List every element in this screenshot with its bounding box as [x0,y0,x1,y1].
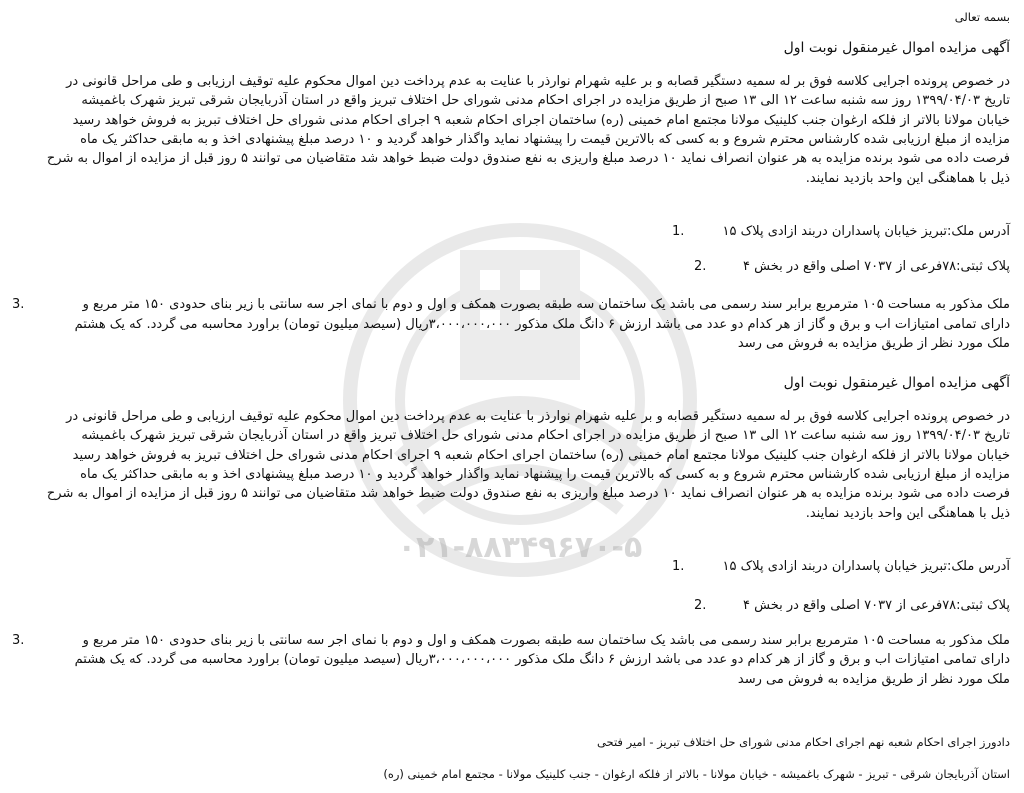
section-2-paragraph-line: مزایده از مبلغ ارزیابی شده کارشناس محترم شروع و به کسی که بالاترین قیمت را پیشنهاد نماید واگذار خواهد گردید و ۱۰ درصد مبلغ پیشنهادی اخذ و به مابقی حداکثر یک ماه [80,467,1010,482]
watermark-phone: ۰۲۱-۸۸۳۴۹۶۷۰-۵ [397,530,643,565]
section-1-item-2-number: 2. [694,259,707,274]
section-2-paragraph-line: در خصوص پرونده اجرایی کلاسه فوق بر له سمیه دستگیر قصابه و بر علیه شهرام نوارذر با عنایت به عدم پرداخت دین اموال محکوم علیه توقیف ارزیابی و طی مراحل قانونی در [66,409,1010,424]
section-2-paragraph-line: تاریخ ۱۳۹۹/۰۴/۰۳ روز سه شنبه ساعت ۱۲ الی ۱۳ صبح از طریق مزایده در اجرای احکام مدنی شورای حل اختلاف تبریز واقع در استان آذربایجان شرقی تبریز شهرک باغمیشه [81,428,1010,443]
section-1-paragraph-line: فرصت داده می شود برنده مزایده به هر عنوان انصراف نماید ۱۰ درصد مبلغ واریزی به نفع صندوق دولت ضبط خواهد شد متقاضیان می توانند ۵ روز قبل از مزایده از اموال به شرح [46,151,1010,166]
signature-line: دادورز اجرای احکام شعبه نهم اجرای احکام مدنی شورای حل اختلاف تبریز - امیر فتحی [596,735,1010,749]
section-2-item-1-number: 1. [672,559,685,574]
section-1-item-1-number: 1. [672,224,685,239]
address-line: استان آذربایجان شرقی - تبریز - شهرک باغمیشه - خیابان مولانا - بالاتر از فلکه ارغوان - جنب کلینیک مولانا - مجتمع امام خمینی (ره) [383,767,1010,781]
section-2-item-3-line: ملک مذکور به مساحت ۱۰۵ مترمربع برابر سند رسمی می باشد یک ساختمان سه طبقه بصورت همکف و اول و دوم با نمای اجر سه سانتی با زیر بنای حدودی ۱۵۰ متر مربع و [82,633,1010,648]
section-2-item-2: پلاک ثبتی:۷۸فرعی از ۷۰۳۷ اصلی واقع در بخش ۴ [743,598,1010,613]
section-2-item-2-number: 2. [694,598,707,613]
section-1-paragraph-line: تاریخ ۱۳۹۹/۰۴/۰۳ روز سه شنبه ساعت ۱۲ الی ۱۳ صبح از طریق مزایده در اجرای احکام مدنی شورای حل اختلاف تبریز واقع در استان آذربایجان شرقی تبریز شهرک باغمیشه [81,93,1010,108]
section-2-paragraph-line: خیابان مولانا بالاتر از فلکه ارغوان جنب کلینیک مولانا مجتمع امام خمینی (ره) ساختمان اجرای احکام شعبه ۹ اجرای احکام مدنی شورای حل اختلاف تبریز به فروش خواهد رسید [72,448,1010,463]
section-2-title: آگهی مزایده اموال غیرمنقول نوبت اول [783,375,1010,391]
section-2-item-1: آدرس ملک:تبریز خیابان پاسداران دربند ازادی پلاک ۱۵ [722,559,1010,574]
section-1-item-3-line: ملک مذکور به مساحت ۱۰۵ مترمربع برابر سند رسمی می باشد یک ساختمان سه طبقه بصورت همکف و اول و دوم با نمای اجر سه سانتی با زیر بنای حدودی ۱۵۰ متر مربع و [82,297,1010,312]
section-1-item-3-line: دارای تمامی امتیازات اب و برق و گاز از هر کدام دو عدد می باشد ارزش ۶ دانگ ملک مذکور ۳،۰۰۰،۰۰۰،۰۰۰ریال (سیصد میلیون تومان) براورد محاسبه می گردد. که یک هشتم [74,317,1010,332]
basmala: بسمه تعالی [954,10,1010,24]
section-2-item-3-line: ملک مورد نظر از طریق مزایده به فروش می رسد [737,672,1010,687]
section-1-paragraph-line: در خصوص پرونده اجرایی کلاسه فوق بر له سمیه دستگیر قصابه و بر علیه شهرام نوارذر با عنایت به عدم پرداخت دین اموال محکوم علیه توقیف ارزیابی و طی مراحل قانونی در [66,74,1010,89]
section-2-item-3-number: 3. [12,633,25,648]
section-1-title: آگهی مزایده اموال غیرمنقول نوبت اول [783,40,1010,56]
section-1-item-2: پلاک ثبتی:۷۸فرعی از ۷۰۳۷ اصلی واقع در بخش ۴ [743,259,1010,274]
section-1-paragraph-line: مزایده از مبلغ ارزیابی شده کارشناس محترم شروع و به کسی که بالاترین قیمت را پیشنهاد نماید واگذار خواهد گردید و ۱۰ درصد مبلغ پیشنهادی اخذ و به مابقی حداکثر یک ماه [80,132,1010,147]
section-1-item-1: آدرس ملک:تبریز خیابان پاسداران دربند ازادی پلاک ۱۵ [722,224,1010,239]
section-2-item-3-line: دارای تمامی امتیازات اب و برق و گاز از هر کدام دو عدد می باشد ارزش ۶ دانگ ملک مذکور ۳،۰۰۰،۰۰۰،۰۰۰ریال (سیصد میلیون تومان) براورد محاسبه می گردد. که یک هشتم [74,652,1010,667]
section-1-item-3-line: ملک مورد نظر از طریق مزایده به فروش می رسد [737,336,1010,351]
section-1-item-3-number: 3. [12,297,25,312]
watermark-logo-icon [330,210,710,590]
section-2-paragraph-line: فرصت داده می شود برنده مزایده به هر عنوان انصراف نماید ۱۰ درصد مبلغ واریزی به نفع صندوق دولت ضبط خواهد شد متقاضیان می توانند ۵ روز قبل از مزایده از اموال به شرح [46,486,1010,501]
section-1-paragraph-line: ذیل با هماهنگی این واحد بازدید نمایند. [805,171,1010,186]
section-1-paragraph-line: خیابان مولانا بالاتر از فلکه ارغوان جنب کلینیک مولانا مجتمع امام خمینی (ره) ساختمان اجرای احکام شعبه ۹ اجرای احکام مدنی شورای حل اختلاف تبریز به فروش خواهد رسید [72,113,1010,128]
section-2-paragraph-line: ذیل با هماهنگی این واحد بازدید نمایند. [805,506,1010,521]
